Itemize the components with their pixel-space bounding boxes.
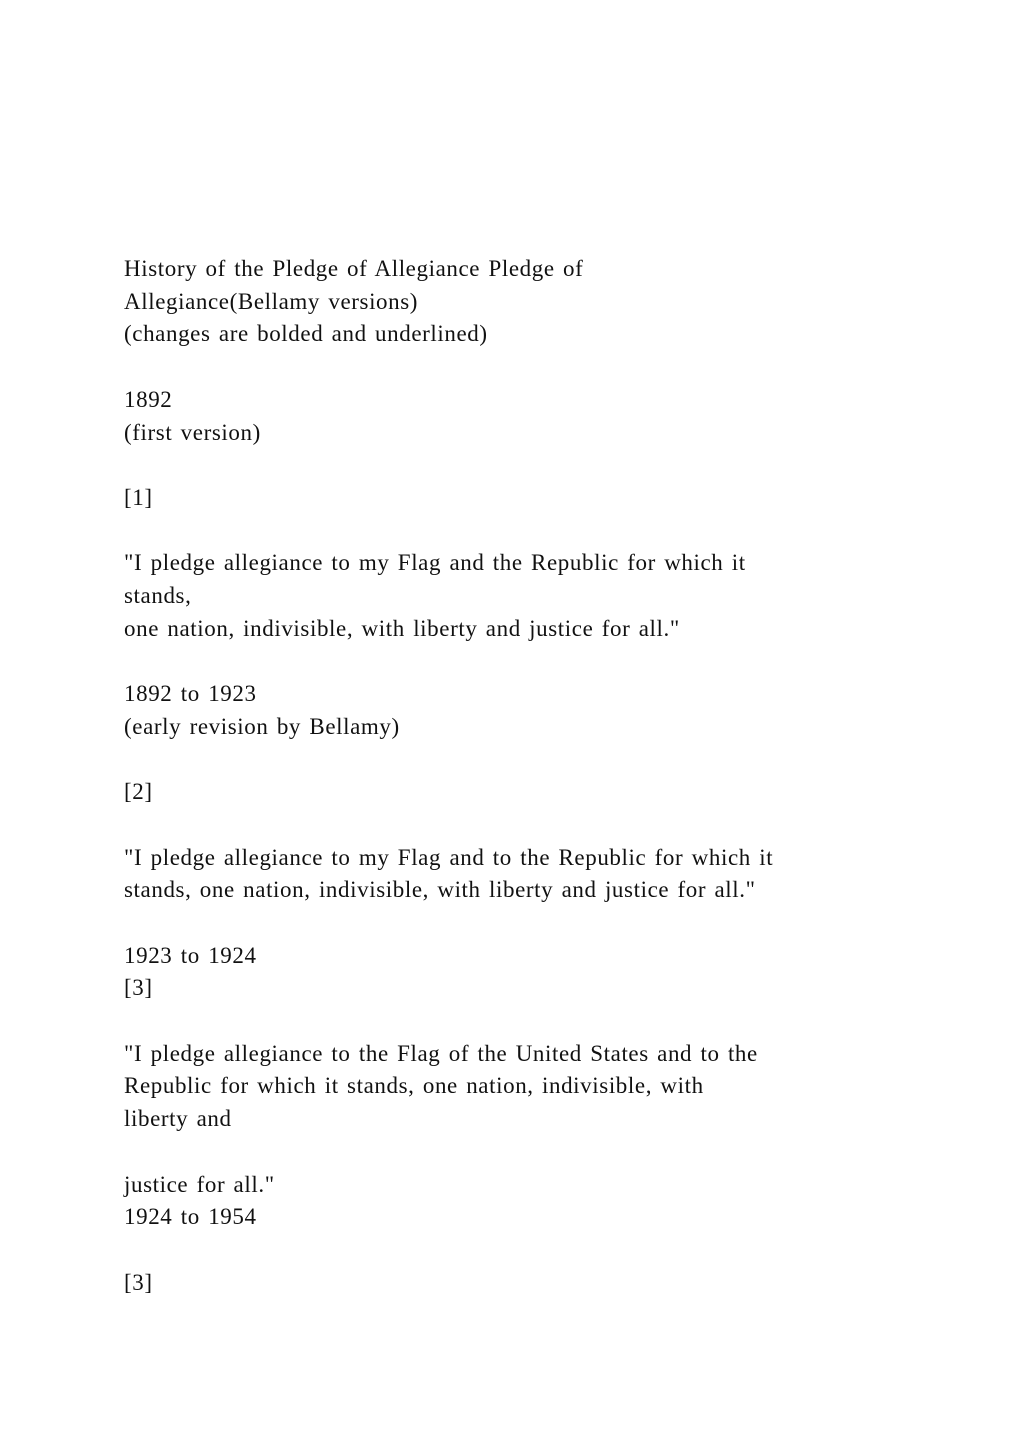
version-years-1892-1923: 1892 to 1923 — [124, 681, 257, 707]
pledge-1923-1924-line-3: liberty and — [124, 1106, 232, 1132]
version-years-1924-1954: 1924 to 1954 — [124, 1204, 257, 1230]
version-label-early-revision: (early revision by Bellamy) — [124, 713, 400, 739]
blank-line — [124, 449, 944, 482]
version-year-1892: 1892 — [124, 386, 173, 412]
changes-note: (changes are bolded and underlined) — [124, 321, 488, 347]
pledge-1892-line-3: one nation, indivisible, with liberty and justice for all." — [124, 615, 680, 641]
blank-line — [124, 809, 944, 842]
reference-1: [1] — [124, 484, 153, 510]
blank-line — [124, 515, 944, 548]
pledge-1892-1923-line-1: "I pledge allegiance to my Flag and to the Republic for which it — [124, 844, 774, 870]
pledge-1923-1924-line-2: Republic for which it stands, one nation, indivisible, with — [124, 1073, 704, 1099]
blank-line — [124, 743, 944, 776]
version-years-1923-1924: 1923 to 1924 — [124, 942, 257, 968]
reference-2: [2] — [124, 779, 153, 805]
reference-3-repeat: [3] — [124, 1269, 153, 1295]
reference-3: [3] — [124, 975, 153, 1001]
pledge-1892-1923-line-2: stands, one nation, indivisible, with liberty and justice for all." — [124, 877, 756, 903]
pledge-1923-1924-line-1: "I pledge allegiance to the Flag of the United States and to the — [124, 1040, 758, 1066]
title-line-1: History of the Pledge of Allegiance Pledge of — [124, 256, 584, 281]
version-label-first: (first version) — [124, 419, 261, 445]
title-line-2: Allegiance(Bellamy versions) — [124, 288, 419, 314]
blank-line — [124, 645, 944, 678]
blank-line — [124, 1136, 944, 1169]
blank-line — [124, 907, 944, 940]
pledge-1923-1924-line-4: justice for all." — [124, 1171, 275, 1197]
blank-line — [124, 1005, 944, 1038]
blank-line — [124, 351, 944, 384]
blank-line — [124, 1234, 944, 1267]
pledge-1892-line-2: stands, — [124, 582, 192, 608]
document-body — [124, 253, 944, 1299]
pledge-1892-line-1: "I pledge allegiance to my Flag and the Republic for which it — [124, 550, 746, 576]
